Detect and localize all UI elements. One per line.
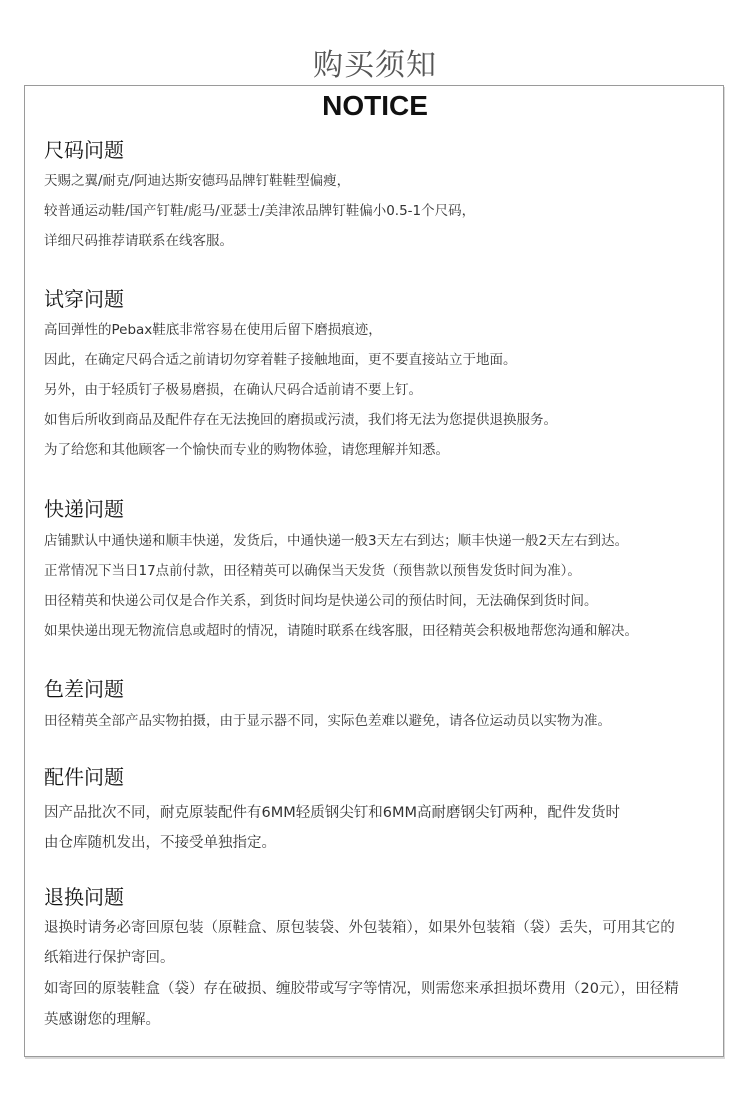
section-line: 如果快递出现无物流信息或超时的情况，请随时联系在线客服，田径精英会积极地帮您沟通和解决。 (44, 623, 638, 639)
section-line: 店铺默认中通快递和顺丰快递，发货后，中通快递一般3天左右到达；顺丰快递一般2天左右到达。 (44, 533, 629, 549)
section-line: 为了给您和其他顾客一个愉快而专业的购物体验，请您理解并知悉。 (44, 442, 449, 458)
section-line: 正常情况下当日17点前付款，田径精英可以确保当天发货（预售款以预售发货时间为准）。 (44, 563, 581, 579)
section-line: 退换时请务必寄回原包装（原鞋盒、原包装袋、外包装箱），如果外包装箱（袋）丢失，可用其它的 (44, 920, 675, 936)
section-line: 另外，由于轻质钉子极易磨损，在确认尺码合适前请不要上钉。 (44, 382, 422, 398)
section-line: 详细尺码推荐请联系在线客服。 (44, 233, 233, 249)
section-line: 田径精英和快递公司仅是合作关系，到货时间均是快递公司的预估时间，无法确保到货时间。 (44, 593, 598, 609)
section-line: 较普通运动鞋/国产钉鞋/彪马/亚瑟士/美津浓品牌钉鞋偏小0.5-1个尺码， (44, 203, 476, 219)
page-title: 购买须知 (313, 48, 437, 83)
section-line: 田径精英全部产品实物拍摄，由于显示器不同，实际色差难以避免，请各位运动员以实物为准。 (44, 713, 611, 729)
section-line: 因产品批次不同，耐克原装配件有6MM轻质钢尖钉和6MM高耐磨钢尖钉两种，配件发货时 (44, 805, 620, 821)
section-heading-color: 色差问题 (44, 677, 124, 701)
section-line: 如售后所收到商品及配件存在无法挽回的磨损或污渍，我们将无法为您提供退换服务。 (44, 412, 557, 428)
section-line: 高回弹性的Pebax鞋底非常容易在使用后留下磨损痕迹， (44, 322, 382, 338)
section-heading-try-on: 试穿问题 (44, 287, 124, 311)
section-line: 英感谢您的理解。 (44, 1012, 160, 1028)
section-line: 天赐之翼/耐克/阿迪达斯安德玛品牌钉鞋鞋型偏瘦， (44, 173, 351, 189)
section-heading-accessories: 配件问题 (44, 765, 124, 789)
section-heading-delivery: 快递问题 (44, 497, 124, 521)
section-heading-returns: 退换问题 (44, 885, 124, 909)
section-line: 因此，在确定尺码合适之前请切勿穿着鞋子接触地面，更不要直接站立于地面。 (44, 352, 517, 368)
section-line: 纸箱进行保护寄回。 (44, 950, 175, 966)
section-heading-size: 尺码问题 (44, 138, 124, 162)
section-line: 如寄回的原装鞋盒（袋）存在破损、缠胶带或写字等情况，则需您来承担损坏费用（20元），田径精 (44, 981, 679, 997)
notice-heading: NOTICE (322, 90, 428, 121)
section-line: 由仓库随机发出，不接受单独指定。 (44, 835, 276, 851)
